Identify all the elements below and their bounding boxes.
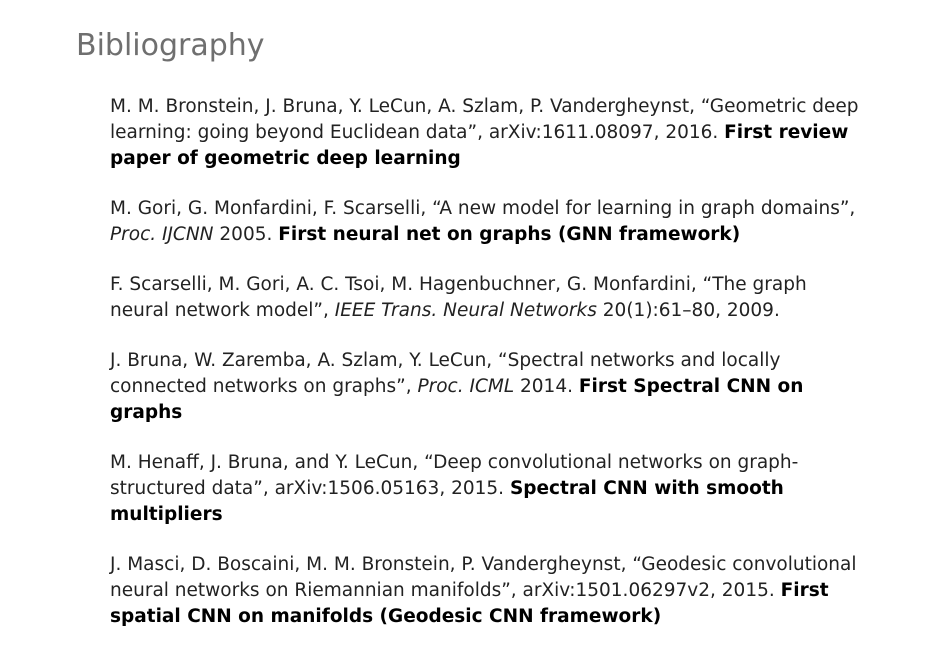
reference-item [110,94,870,172]
reference-item [110,450,870,528]
reference-note: First review paper of geometric deep learning [110,122,849,169]
reference-text: 2005. [213,224,279,245]
reference-note: First Spectral CNN on graphs [110,376,804,423]
reference-text: J. Masci, D. Boscaini, M. M. Bronstein, P. Vandergheynst, “Geodesic convolutional neural networks on Riemannian manifolds”, arXiv:1501.06297v2, 2015. [110,554,857,601]
reference-venue: IEEE Trans. Neural Networks [334,300,597,321]
reference-venue: Proc. ICML [417,376,515,397]
reference-text: M. Gori, G. Monfardini, F. Scarselli, “A new model for learning in graph domains”, [110,198,856,219]
reference-item [110,272,870,324]
reference-text: M. M. Bronstein, J. Bruna, Y. LeCun, A. Szlam, P. Vandergheynst, “Geometric deep learning: going beyond Euclidean data”, arXiv:1611.08097, 2016. [110,96,859,143]
reference-text: F. Scarselli, M. Gori, A. C. Tsoi, M. Hagenbuchner, G. Monfardini, “The graph neural network model”, [110,274,807,321]
reference-note: First spatial CNN on manifolds (Geodesic CNN framework) [110,580,829,627]
slide-title: Bibliography [76,28,265,63]
reference-list [110,94,870,654]
reference-item [110,348,870,426]
reference-venue: Proc. IJCNN [110,224,214,245]
reference-text: 2014. [514,376,579,397]
reference-text: 20(1):61–80, 2009. [596,300,780,321]
reference-text: M. Henaff, J. Bruna, and Y. LeCun, “Deep convolutional networks on graph-structured data”, arXiv:1506.05163, 2015. [110,452,799,499]
reference-item [110,196,870,248]
reference-text: J. Bruna, W. Zaremba, A. Szlam, Y. LeCun, “Spectral networks and locally connected networks on graphs”, [110,350,781,397]
reference-note: First neural net on graphs (GNN framework) [278,224,741,245]
reference-note: Spectral CNN with smooth multipliers [110,478,784,525]
reference-item [110,552,870,630]
